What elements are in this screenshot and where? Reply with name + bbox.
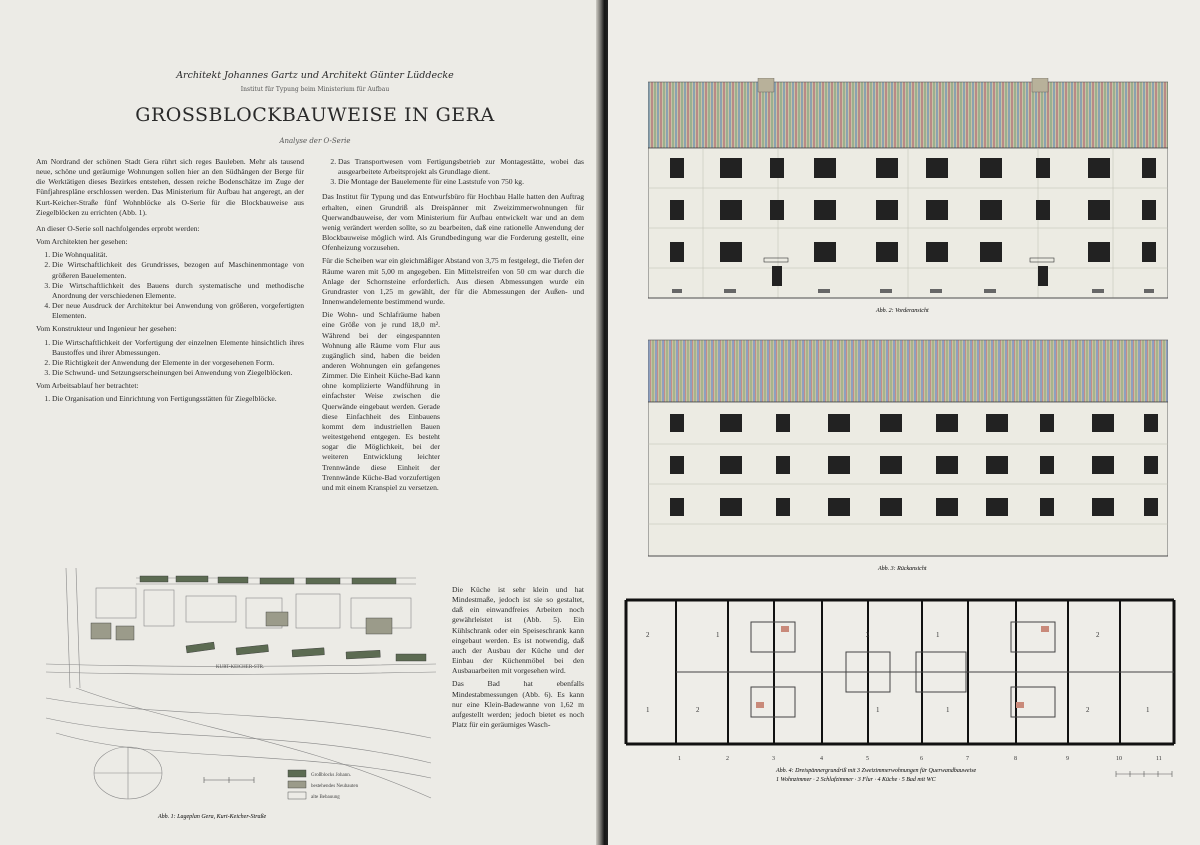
- legend-label: Großblocks Johann.: [311, 773, 351, 778]
- intro-paragraph: Am Nordrand der schönen Stadt Gera rührt sich reges Bauleben. Mehr als tausend neue, schöne und geräumige Wohnungen sollen hier an den Südhängen der Berge für die Werktätigen dieses Bezirkes entstehen, dessen reiche Bodenschätze im Zuge der Fünfjahrespläne erschlossen werden. Das Ministerium für Aufbau hat angeregt, an der Kurt-Keicher-Straße fünf Wohnblöcke als O-Serie für die Blockbauweise aus Ziegelblöcken zu errichten (Abb. 1).: [36, 157, 304, 217]
- room-number: 1: [876, 706, 880, 714]
- body-paragraph: Das Institut für Typung und das Entwurfsbüro für Hochbau Halle hatten den Auftrag erhalten, einen Grundriß als Dreispänner mit Zweizimmerwohnungen für Querwandbauweise, der vom Ministerium für Aufbau entwickelt war und an dem wenig verändert werden sollte, so zu bearbeiten, daß eine rationelle Anwendung der Blockbauweise möglich wird. Als Grundbedingung war die Forderung gestellt, eine Ofenheizung vorzusehen.: [322, 192, 584, 253]
- authors-line: Architekt Johannes Gartz und Architekt Günter Lüddecke: [176, 70, 454, 81]
- fig4-caption-line1: Abb. 4: Dreispännergrundriß mit 3 Zweizimmerwohnungen für Querwandbauweise: [776, 768, 977, 774]
- axis-label: 11: [1156, 756, 1162, 762]
- axis-label: 9: [1066, 756, 1069, 762]
- legend-label: alte Bebauung: [311, 795, 340, 800]
- room-number: 2: [646, 631, 650, 639]
- axis-label: 4: [820, 756, 823, 762]
- text-column-1: [36, 157, 304, 407]
- list-item: 4. Der neue Ausdruck der Architektur bei Anwendung von größeren, vorgefertigten Elementen.: [52, 301, 304, 321]
- arbeitsablauf-list: [36, 394, 304, 404]
- architekten-list: [36, 250, 304, 321]
- site-plan-figure: [36, 568, 440, 824]
- axis-label: 10: [1116, 756, 1122, 762]
- site-plan-caption: Abb. 1: Lageplan Gera, Kurt-Keicher-Straße: [158, 814, 267, 820]
- list-item: 1. Die Wohnqualität.: [52, 250, 304, 260]
- room-number: 1: [936, 631, 940, 639]
- body-paragraph: Die Küche ist sehr klein und hat Mindestmaße, jedoch ist sie so gestaltet, daß ein einwandfreies Arbeiten noch gewährleistet ist (Abb. 5). Ein Kühlschrank oder ein Speiseschrank kann eingebaut werden. Es ist notwendig, daß auch der Ausbau der Küche und der Einbau der Küchenmöbel bei den Ausbauarbeiten mit vorgesehen wird.: [452, 585, 584, 676]
- site-plan-drawing: [36, 568, 440, 824]
- rear-elevation: [648, 336, 1168, 576]
- room-number: 2: [1086, 706, 1090, 714]
- scale-bar: [204, 777, 254, 783]
- axis-label: 5: [866, 756, 869, 762]
- front-elevation: [648, 78, 1168, 318]
- room-number: 2: [866, 631, 870, 639]
- right-page: [608, 0, 1200, 845]
- fig2-caption: Abb. 2: Vorderansicht: [876, 308, 929, 314]
- axis-label: 2: [726, 756, 729, 762]
- body-paragraph: Die Wohn- und Schlafräume haben eine Größe von je rund 18,0 m². Während bei der eingespannten Wohnung alle Räume vom Flur aus zugänglich sind, haben die beiden anderen Wohnungen ein gefangenes Zimmer. Die Einheit Küche-Bad kann ohne komplizierte Wandführung in einfachster Weise zwischen die Querwände eingebaut werden. Gerade diese Einfachheit des Einbauens kommt dem industriellen Bauen weitestgehend entgegen. Es besteht sogar die Möglichkeit, bei der weiteren Entwicklung leichter Trennwände diese Einheit der Trennwände Küche-Bad vorzufertigen und mit einem Kranspiel zu versetzen.: [322, 310, 440, 492]
- list-item: 2. Die Richtigkeit der Anwendung der Elemente in der vorgesehenen Form.: [52, 358, 304, 368]
- room-number: 2: [696, 706, 700, 714]
- fig4-caption-line2: 1 Wohnzimmer · 2 Schlafzimmer · 3 Flur · 4 Küche · 5 Bad mit WC: [776, 777, 936, 782]
- konstrukteur-heading: Vom Konstrukteur und Ingenieur her gesehen:: [36, 324, 177, 334]
- room-number: 1: [716, 631, 720, 639]
- arbeitsablauf-list-cont: [322, 157, 584, 187]
- article-title: GROSSBLOCKBAUWEISE IN GERA: [135, 104, 495, 126]
- site-plan-legend: [288, 770, 359, 800]
- axis-label: 8: [1014, 756, 1017, 762]
- list-item: 3. Die Montage der Bauelemente für eine Laststufe von 750 kg.: [338, 177, 584, 187]
- axis-label: 3: [772, 756, 775, 762]
- konstrukteur-list: [36, 338, 304, 379]
- body-paragraph: Das Bad hat ebenfalls Mindestabmessungen (Abb. 6). Es kann nur eine Klein-Badewanne von 1,62 m aufgestellt werden; jedoch bietet es noch Platz für ein geräumiges Wasch-: [452, 679, 584, 730]
- axis-label: 7: [966, 756, 969, 762]
- list-item: 3. Die Schwund- und Setzungserscheinungen bei Anwendung von Ziegelblöcken.: [52, 368, 304, 378]
- legend-swatch: [288, 792, 306, 799]
- list-item: 1. Die Wirtschaftlichkeit der Vorfertigung der einzelnen Elemente hinsichtlich ihres Baustoffes und ihrer Abmessungen.: [52, 338, 304, 358]
- article-subtitle: Analyse der O-Serie: [279, 137, 351, 145]
- axis-label: 1: [678, 756, 681, 762]
- text-column-3: [452, 585, 584, 733]
- architekten-heading: Vom Architekten her gesehen:: [36, 237, 128, 247]
- floor-plan: [616, 592, 1184, 782]
- institute-line: Institut für Typung beim Ministerium für Aufbau: [240, 86, 390, 93]
- arbeitsablauf-heading: Vom Arbeitsablauf her betrachtet:: [36, 381, 139, 391]
- street-label: KURT-KEICHER-STR.: [216, 665, 265, 670]
- room-number: 2: [1096, 631, 1100, 639]
- room-number: 1: [946, 706, 950, 714]
- room-number: 1: [646, 706, 650, 714]
- axis-label: 6: [920, 756, 923, 762]
- legend-swatch: [288, 770, 306, 777]
- list-item: 1. Die Organisation und Einrichtung von Fertigungsstätten für Ziegelblöcke.: [52, 394, 304, 404]
- legend-swatch: [288, 781, 306, 788]
- erprobt-intro: An dieser O-Serie soll nachfolgendes erprobt werden:: [36, 223, 200, 233]
- list-item: 2. Das Transportwesen vom Fertigungsbetrieb zur Montagestätte, wobei das ausgearbeitete Arbeitsprojekt als Grundlage dient.: [338, 157, 584, 177]
- list-item: 3. Die Wirtschaftlichkeit des Bauens durch systematische und methodische Anordnung der verschiedenen Elemente.: [52, 281, 304, 301]
- left-page: [0, 0, 598, 845]
- list-item: 2. Die Wirtschaftlichkeit des Grundrisses, bezogen auf Maschinenmontage von größeren Bauelementen.: [52, 260, 304, 280]
- room-number: 1: [1146, 706, 1150, 714]
- body-paragraph: Für die Scheiben war ein gleichmäßiger Abstand von 3,75 m festgelegt, die Tiefen der Räume waren mit 5,00 m angegeben. Ein Mittelstreifen von 50 cm war durch die Anlage der Schornsteine erforderlich. Aus diesen Abmessungen wurde ein Grundraster von 1,25 m gewählt, der für die Abmessungen der Außen- und Innenwandelemente bestimmend wurde.: [322, 256, 584, 307]
- fig3-caption: Abb. 3: Rückansicht: [878, 566, 927, 572]
- text-column-2: [322, 157, 584, 496]
- plan-scale-bar: [1116, 771, 1172, 777]
- legend-label: bestehendes Neubauten: [311, 784, 359, 789]
